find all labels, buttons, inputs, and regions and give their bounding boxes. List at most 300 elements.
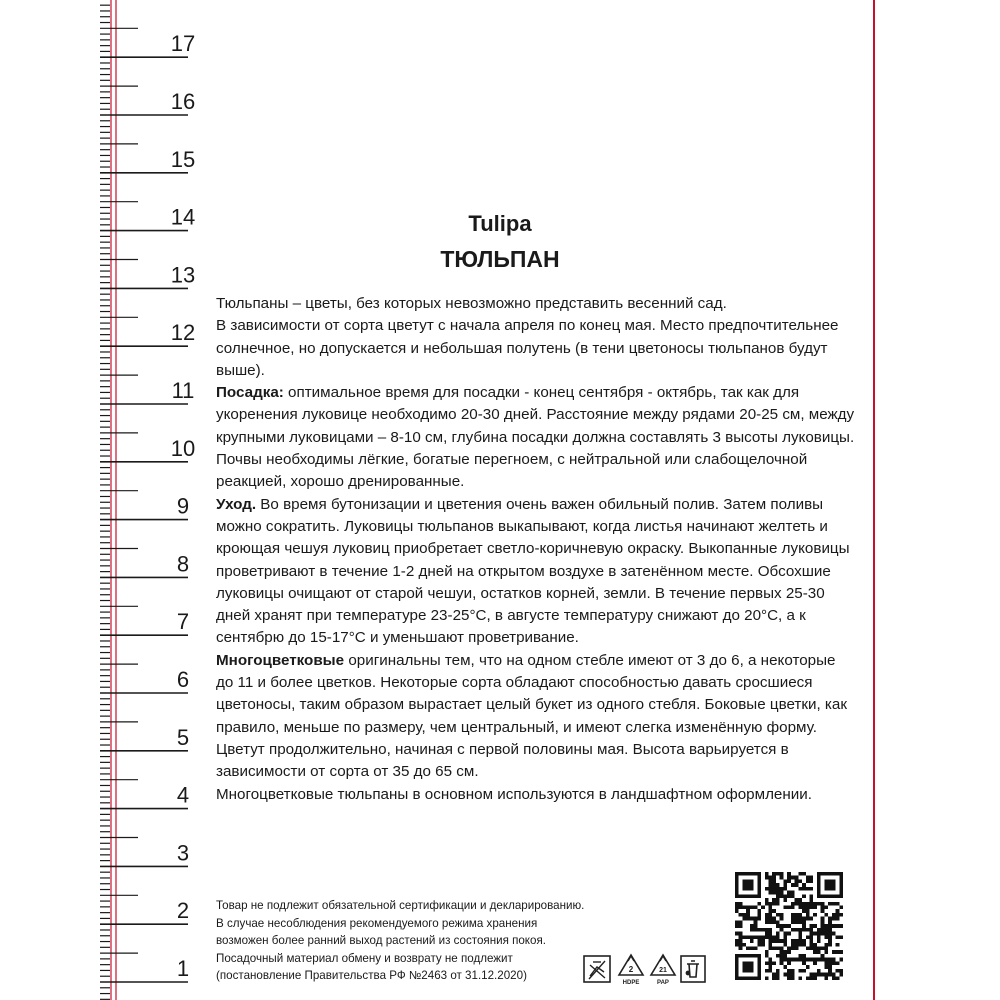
qr-module xyxy=(757,928,761,932)
qr-finder-module xyxy=(832,879,836,883)
qr-module xyxy=(809,958,813,962)
qr-module xyxy=(783,943,787,947)
qr-module xyxy=(769,961,773,965)
qr-module xyxy=(780,939,784,943)
qr-module xyxy=(791,876,795,880)
qr-module xyxy=(828,939,832,943)
qr-module xyxy=(795,902,799,906)
qr-module xyxy=(821,958,825,962)
care-heading: Уход. xyxy=(216,495,257,513)
qr-module xyxy=(754,906,758,910)
qr-module xyxy=(742,906,746,910)
qr-module xyxy=(839,935,843,939)
qr-module xyxy=(746,935,750,939)
qr-finder-module xyxy=(839,887,843,891)
qr-module xyxy=(813,902,817,906)
qr-module xyxy=(795,946,799,950)
qr-module xyxy=(787,976,791,980)
qr-finder-module xyxy=(828,894,832,898)
qr-module xyxy=(780,950,784,954)
qr-finder-module xyxy=(735,872,739,876)
qr-module xyxy=(806,917,810,921)
qr-module xyxy=(787,906,791,910)
qr-module xyxy=(832,902,836,906)
qr-module xyxy=(791,920,795,924)
qr-module xyxy=(735,924,739,928)
qr-finder-module xyxy=(739,954,743,958)
qr-module xyxy=(802,958,806,962)
qr-module xyxy=(809,917,813,921)
qr-finder-module xyxy=(839,894,843,898)
qr-module xyxy=(761,939,765,943)
ruler-number: 16 xyxy=(170,89,196,114)
qr-module xyxy=(813,973,817,977)
qr-module xyxy=(769,928,773,932)
qr-module xyxy=(813,976,817,980)
qr-module xyxy=(824,924,828,928)
qr-module xyxy=(765,913,769,917)
qr-module xyxy=(765,976,769,980)
qr-module xyxy=(776,891,780,895)
qr-module xyxy=(735,902,739,906)
qr-module xyxy=(772,876,776,880)
qr-module xyxy=(750,906,754,910)
qr-module xyxy=(817,950,821,954)
qr-module xyxy=(821,924,825,928)
ruler-number: 13 xyxy=(170,262,196,288)
qr-finder-module xyxy=(746,894,750,898)
ruler-number: 4 xyxy=(176,782,190,808)
qr-finder-module xyxy=(828,887,832,891)
qr-module xyxy=(746,909,750,913)
qr-finder-module xyxy=(746,883,750,887)
hdpe-label: HDPE xyxy=(622,980,640,986)
qr-module xyxy=(791,969,795,973)
qr-finder-module xyxy=(817,876,821,880)
qr-module xyxy=(780,876,784,880)
qr-module xyxy=(765,872,769,876)
qr-finder-module xyxy=(757,876,761,880)
qr-module xyxy=(821,917,825,921)
qr-module xyxy=(813,950,817,954)
qr-module xyxy=(787,950,791,954)
qr-module xyxy=(798,932,802,936)
qr-module xyxy=(791,946,795,950)
qr-module xyxy=(739,906,743,910)
qr-finder-module xyxy=(746,965,750,969)
qr-module xyxy=(809,924,813,928)
qr-module xyxy=(839,950,843,954)
qr-module xyxy=(795,913,799,917)
qr-module xyxy=(817,939,821,943)
qr-module xyxy=(795,879,799,883)
qr-finder-module xyxy=(832,872,836,876)
qr-module xyxy=(824,961,828,965)
qr-module xyxy=(787,891,791,895)
qr-module xyxy=(798,898,802,902)
qr-module xyxy=(783,887,787,891)
qr-module xyxy=(798,906,802,910)
qr-module xyxy=(735,939,739,943)
qr-finder-module xyxy=(742,887,746,891)
ruler-number: 5 xyxy=(176,724,190,750)
qr-module xyxy=(821,928,825,932)
legal-line: В случае несоблюдения рекомендуемого режима хранения xyxy=(216,916,538,930)
qr-module xyxy=(824,958,828,962)
qr-module xyxy=(828,943,832,947)
qr-finder-module xyxy=(754,872,758,876)
qr-module xyxy=(791,891,795,895)
qr-module xyxy=(806,887,810,891)
qr-finder-module xyxy=(746,954,750,958)
qr-module xyxy=(791,913,795,917)
qr-module xyxy=(772,883,776,887)
ruler-number: 9 xyxy=(176,493,190,519)
qr-finder-module xyxy=(817,887,821,891)
qr-module xyxy=(806,935,810,939)
qr-module xyxy=(783,950,787,954)
qr-module xyxy=(769,891,773,895)
qr-finder-module xyxy=(836,872,840,876)
qr-module xyxy=(757,909,761,913)
planting-paragraph: Посадка: оптимальное время для посадки - конец сентября - октябрь, так как для укоренения луковице необходимо 20-30 дней. Расстояние между рядами 20-25 см, между крупными луковицами – 8-10 см, глубина посадки должна составлять 3 высоты луковицы. Почвы необходимы лёгкие, богатые перегноем, с нейтральной или слабощелочной реакцией, хорошо дренированные. xyxy=(216,384,855,491)
measuring-ruler xyxy=(0,0,200,1000)
qr-finder-module xyxy=(828,872,832,876)
qr-module xyxy=(832,976,836,980)
qr-module xyxy=(806,958,810,962)
qr-finder-module xyxy=(742,872,746,876)
qr-module xyxy=(836,969,840,973)
qr-module xyxy=(769,932,773,936)
qr-module xyxy=(824,950,828,954)
qr-module xyxy=(795,939,799,943)
qr-module xyxy=(757,939,761,943)
pap-label: PAP xyxy=(657,980,669,986)
qr-module xyxy=(824,973,828,977)
qr-finder-module xyxy=(839,876,843,880)
qr-module xyxy=(765,917,769,921)
qr-module xyxy=(824,976,828,980)
qr-module xyxy=(769,876,773,880)
qr-module xyxy=(769,879,773,883)
qr-module xyxy=(809,939,813,943)
qr-module xyxy=(746,946,750,950)
qr-module xyxy=(739,902,743,906)
qr-module xyxy=(806,913,810,917)
qr-module xyxy=(735,932,739,936)
qr-module xyxy=(783,965,787,969)
qr-module xyxy=(772,872,776,876)
qr-finder-module xyxy=(757,954,761,958)
qr-finder-module xyxy=(735,958,739,962)
qr-module xyxy=(780,928,784,932)
qr-module xyxy=(836,913,840,917)
qr-module xyxy=(798,887,802,891)
qr-module xyxy=(772,939,776,943)
qr-module xyxy=(798,917,802,921)
qr-module xyxy=(828,932,832,936)
qr-module xyxy=(772,961,776,965)
qr-module xyxy=(772,879,776,883)
qr-module xyxy=(776,954,780,958)
qr-module xyxy=(783,973,787,977)
qr-module xyxy=(832,958,836,962)
qr-module xyxy=(821,902,825,906)
qr-finder-module xyxy=(739,976,743,980)
qr-module xyxy=(739,924,743,928)
ruler-number: 8 xyxy=(176,551,190,577)
qr-module xyxy=(776,969,780,973)
ruler-number: 17 xyxy=(170,31,196,57)
qr-finder-module xyxy=(735,961,739,965)
qr-finder-module xyxy=(754,894,758,898)
qr-module xyxy=(757,917,761,921)
qr-module xyxy=(776,973,780,977)
qr-finder-module xyxy=(824,883,828,887)
qr-finder-module xyxy=(757,965,761,969)
no-certification-icon xyxy=(580,953,616,987)
qr-finder-module xyxy=(750,965,754,969)
qr-module xyxy=(802,954,806,958)
qr-module xyxy=(806,928,810,932)
qr-module xyxy=(772,909,776,913)
closing-paragraph: Многоцветковые тюльпаны в основном используются в ландшафтном оформлении. xyxy=(216,785,812,803)
qr-module xyxy=(787,973,791,977)
qr-module xyxy=(809,876,813,880)
qr-module xyxy=(821,973,825,977)
qr-module xyxy=(821,920,825,924)
qr-module xyxy=(757,913,761,917)
qr-module xyxy=(769,902,773,906)
qr-module xyxy=(809,902,813,906)
qr-module xyxy=(828,935,832,939)
qr-module xyxy=(746,917,750,921)
qr-module xyxy=(791,917,795,921)
qr-module xyxy=(739,939,743,943)
qr-module xyxy=(839,969,843,973)
qr-module xyxy=(739,920,743,924)
qr-module xyxy=(824,943,828,947)
qr-module xyxy=(836,924,840,928)
qr-module xyxy=(828,965,832,969)
qr-module xyxy=(824,965,828,969)
qr-module xyxy=(772,973,776,977)
qr-finder-module xyxy=(839,891,843,895)
qr-module xyxy=(802,902,806,906)
qr-module xyxy=(742,913,746,917)
qr-module xyxy=(828,973,832,977)
qr-module xyxy=(821,909,825,913)
description-text xyxy=(216,293,856,806)
qr-module xyxy=(836,902,840,906)
qr-module xyxy=(746,906,750,910)
qr-module xyxy=(772,898,776,902)
qr-finder-module xyxy=(750,976,754,980)
qr-finder-module xyxy=(754,954,758,958)
qr-module xyxy=(783,932,787,936)
qr-module xyxy=(757,943,761,947)
qr-module xyxy=(769,958,773,962)
qr-module xyxy=(802,924,806,928)
qr-finder-module xyxy=(739,894,743,898)
qr-module xyxy=(739,935,743,939)
qr-module xyxy=(828,958,832,962)
qr-module xyxy=(798,958,802,962)
qr-module xyxy=(765,928,769,932)
right-edge-line xyxy=(873,0,875,1000)
qr-module xyxy=(809,946,813,950)
qr-finder-module xyxy=(742,894,746,898)
qr-finder-module xyxy=(746,969,750,973)
qr-module xyxy=(791,943,795,947)
qr-finder-module xyxy=(735,973,739,977)
qr-module xyxy=(806,906,810,910)
qr-module xyxy=(817,928,821,932)
qr-finder-module xyxy=(750,954,754,958)
qr-finder-module xyxy=(746,879,750,883)
qr-module xyxy=(761,935,765,939)
qr-module xyxy=(817,969,821,973)
qr-module xyxy=(787,969,791,973)
qr-module xyxy=(798,976,802,980)
qr-finder-module xyxy=(735,883,739,887)
qr-module xyxy=(769,939,773,943)
qr-module xyxy=(836,909,840,913)
qr-module xyxy=(802,917,806,921)
qr-module xyxy=(776,976,780,980)
qr-module xyxy=(824,928,828,932)
qr-module xyxy=(809,928,813,932)
qr-module xyxy=(772,946,776,950)
legal-line: возможен более ранний выход растений из состояния покоя. xyxy=(216,934,546,948)
qr-module xyxy=(802,939,806,943)
qr-module xyxy=(798,872,802,876)
title-russian: ТЮЛЬПАН xyxy=(440,246,560,272)
qr-module xyxy=(787,924,791,928)
qr-module xyxy=(809,887,813,891)
ruler-number: 12 xyxy=(170,320,196,346)
qr-module xyxy=(783,879,787,883)
qr-module xyxy=(839,906,843,910)
qr-finder-module xyxy=(735,879,739,883)
qr-module xyxy=(769,935,773,939)
qr-finder-module xyxy=(746,887,750,891)
trash-bin-icon xyxy=(678,953,708,987)
qr-module xyxy=(750,924,754,928)
qr-module xyxy=(742,935,746,939)
qr-module xyxy=(772,976,776,980)
qr-module xyxy=(765,920,769,924)
qr-module xyxy=(802,906,806,910)
qr-module xyxy=(798,902,802,906)
qr-module xyxy=(746,913,750,917)
qr-finder-module xyxy=(750,872,754,876)
qr-module xyxy=(769,909,773,913)
qr-finder-module xyxy=(754,976,758,980)
qr-finder-module xyxy=(742,879,746,883)
qr-module xyxy=(780,958,784,962)
qr-module xyxy=(798,943,802,947)
qr-module xyxy=(798,939,802,943)
qr-module xyxy=(828,917,832,921)
qr-module xyxy=(769,906,773,910)
qr-module xyxy=(791,958,795,962)
legal-line: Посадочный материал обмену и возврату не подлежит xyxy=(216,951,513,965)
qr-module xyxy=(791,939,795,943)
qr-finder-module xyxy=(824,894,828,898)
qr-module xyxy=(828,961,832,965)
qr-finder-module xyxy=(742,976,746,980)
legal-line: (постановление Правительства РФ №2463 от 31.12.2020) xyxy=(216,969,527,983)
qr-module xyxy=(806,879,810,883)
qr-module xyxy=(795,898,799,902)
qr-finder-module xyxy=(824,879,828,883)
qr-module xyxy=(824,906,828,910)
qr-module xyxy=(739,932,743,936)
qr-module xyxy=(802,887,806,891)
qr-module xyxy=(754,924,758,928)
qr-module xyxy=(791,883,795,887)
qr-module xyxy=(776,935,780,939)
qr-module xyxy=(769,917,773,921)
qr-module xyxy=(750,939,754,943)
qr-module xyxy=(806,909,810,913)
qr-module xyxy=(817,935,821,939)
qr-module xyxy=(817,932,821,936)
qr-module xyxy=(739,946,743,950)
ruler-number: 1 xyxy=(176,956,190,981)
qr-module xyxy=(780,924,784,928)
qr-module xyxy=(787,946,791,950)
qr-module xyxy=(769,965,773,969)
qr-module xyxy=(776,920,780,924)
ruler-number: 14 xyxy=(170,204,196,230)
qr-module xyxy=(791,973,795,977)
qr-module xyxy=(824,946,828,950)
qr-finder-module xyxy=(828,879,832,883)
qr-finder-module xyxy=(824,872,828,876)
qr-finder-module xyxy=(742,961,746,965)
ruler-number: 6 xyxy=(176,667,190,692)
qr-module xyxy=(754,917,758,921)
qr-module xyxy=(776,894,780,898)
qr-finder-module xyxy=(757,969,761,973)
qr-module xyxy=(806,976,810,980)
qr-module xyxy=(787,894,791,898)
qr-module xyxy=(750,917,754,921)
multiflower-paragraph: Многоцветковые оригинальны тем, что на одном стебле имеют от 3 до 6, а некоторые до 11 и более цветков. Некоторые сорта обладают способностью давать сросшиеся цветоносы, таким образом вырастает целый букет из одного стебля. Боковые цветки, как правило, меньше по размеру, чем центральный, и имеют слегка изменённую форму. Цветут продолжительно, начиная с первой половины мая. Высота варьируется в зависимости от сорта от 35 до 65 см. xyxy=(216,651,848,781)
legal-notice xyxy=(216,897,636,985)
qr-module xyxy=(821,946,825,950)
qr-module xyxy=(832,913,836,917)
qr-finder-module xyxy=(817,879,821,883)
qr-module xyxy=(813,943,817,947)
qr-module xyxy=(765,902,769,906)
qr-module xyxy=(780,961,784,965)
qr-module xyxy=(809,879,813,883)
qr-finder-module xyxy=(750,883,754,887)
qr-module xyxy=(839,913,843,917)
qr-module xyxy=(828,924,832,928)
qr-module xyxy=(783,894,787,898)
qr-finder-module xyxy=(832,883,836,887)
qr-module xyxy=(769,883,773,887)
qr-module xyxy=(806,965,810,969)
qr-module xyxy=(813,958,817,962)
qr-module xyxy=(780,887,784,891)
qr-module xyxy=(780,913,784,917)
qr-module xyxy=(836,976,840,980)
